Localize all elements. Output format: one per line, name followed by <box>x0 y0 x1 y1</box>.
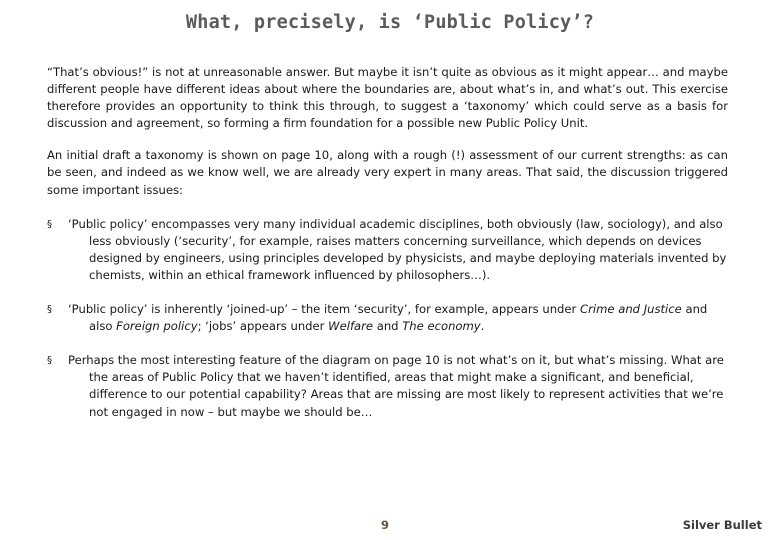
bullet-text: . <box>480 319 485 334</box>
bullet-text: ; ‘jobs’ appears under <box>197 319 329 334</box>
emphasis-welfare: Welfare <box>328 319 374 334</box>
page-number: 9 <box>381 518 390 532</box>
taxonomy-paragraph: An initial draft a taxonomy is shown on page 10, along with a rough (!) assessment of our current strengths: as can be seen, and indeed as we know well, we are already very expert in many areas. That said, the discussion triggered some important issues: <box>47 148 728 197</box>
bullet-item-disciplines <box>47 216 728 284</box>
bullet-item-missing-areas <box>47 352 728 420</box>
bullet-text: and <box>373 319 403 334</box>
bullet-text: ‘Public policy’ is inherently ‘joined-up’ – the item ‘security’, for example, appears under <box>68 302 581 317</box>
bullet-icon: § <box>47 218 52 230</box>
bullet-icon: § <box>47 355 52 367</box>
emphasis-foreign-policy: Foreign policy <box>116 319 198 334</box>
bullet-text: ‘Public policy’ encompasses very many individual academic disciplines, both obviously (law, sociology), and also less obviously (‘security’, for example, raises matters concerning surveillance, which depends on devices designed by engineers, using principles developed by physicists, and maybe deploying materials invented by chemists, within an ethical framework influenced by philosophers…). <box>68 216 727 282</box>
footer-brand: Silver Bullet <box>682 518 762 532</box>
page-title: What, precisely, is ‘Public Policy’? <box>185 12 595 33</box>
bullet-text: and also <box>89 302 708 334</box>
bullet-item-joined-up <box>47 301 728 335</box>
bullet-icon: § <box>47 304 52 316</box>
body-content <box>47 64 728 438</box>
emphasis-economy: The economy <box>402 319 481 334</box>
emphasis-crime-justice: Crime and Justice <box>580 302 682 317</box>
bullet-text: Perhaps the most interesting feature of the diagram on page 10 is not what’s on it, but what’s missing. What are the areas of Public Policy that we haven’t identified, areas that might make a significant, and beneficial, difference to our potential capability? Areas that are missing are most likely to represent activities that we’re not engaged in now – but maybe we should be… <box>68 353 724 419</box>
intro-paragraph: “That’s obvious!” is not at unreasonable answer. But maybe it isn’t quite as obvious as it might appear… and maybe different people have different ideas about where the boundaries are, about what’s in, and what’s out. This exercise therefore provides an opportunity to think this through, to suggest a ‘taxonomy’ which could serve as a basis for discussion and agreement, so forming a firm foundation for a possible new Public Policy Unit. <box>47 65 728 131</box>
